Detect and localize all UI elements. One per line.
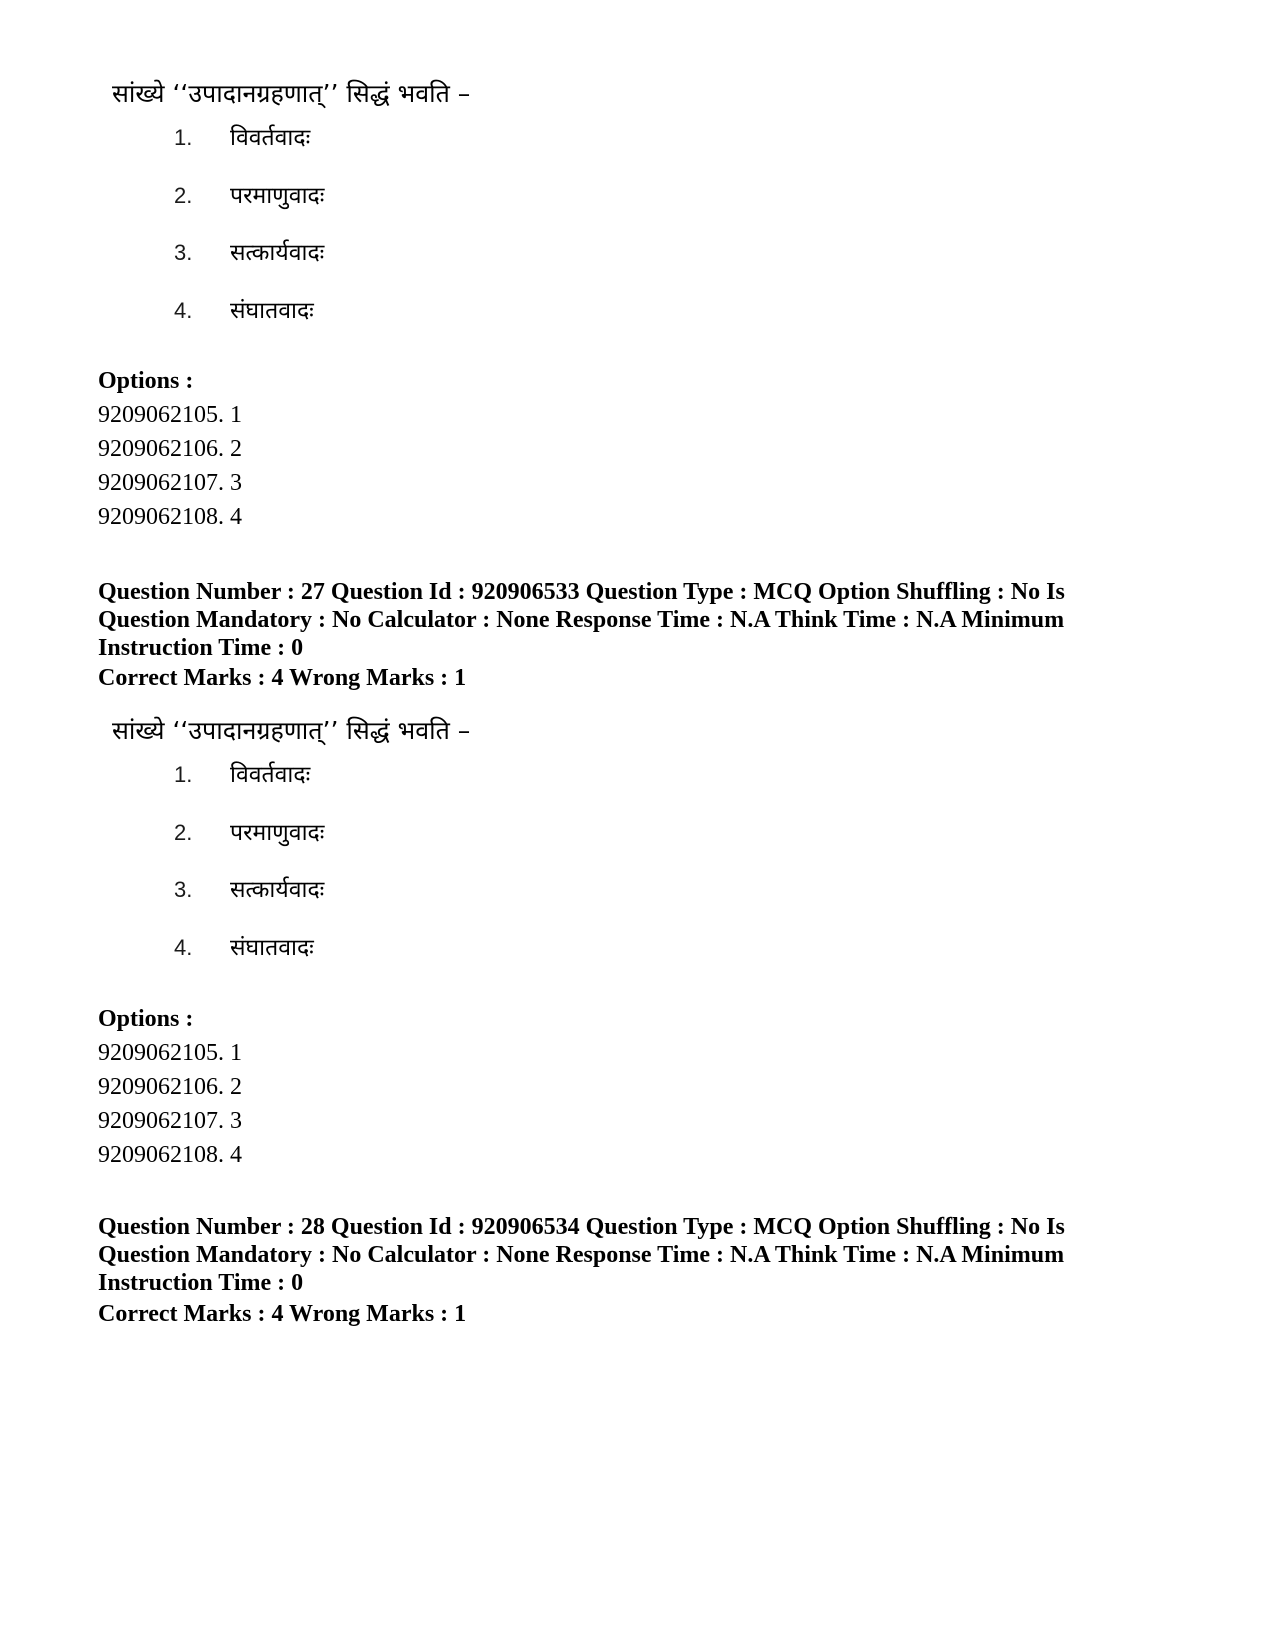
question-item-text: संघातवादः <box>230 297 314 324</box>
options-block-q27 <box>98 1002 242 1172</box>
question-meta-q27 <box>98 578 1198 662</box>
options-label: Options : <box>98 1006 194 1032</box>
option-row: 9209062107. 3 <box>98 1108 242 1134</box>
question-item <box>174 235 324 293</box>
question-item-text: संघातवादः <box>230 934 314 961</box>
option-row: 9209062105. 1 <box>98 402 242 428</box>
marks-line-q28: Correct Marks : 4 Wrong Marks : 1 <box>98 1301 467 1327</box>
question-stem: सांख्ये ‘‘उपादानग्रहणात्’’ सिद्धं भवति – <box>112 79 471 108</box>
question-item-number: 3. <box>174 877 193 902</box>
question-item-list <box>174 120 324 350</box>
question-stem: सांख्ये ‘‘उपादानग्रहणात्’’ सिद्धं भवति – <box>112 716 471 745</box>
question-item <box>174 930 324 988</box>
question-meta-line: Question Number : 27 Question Id : 920906533 Question Type : MCQ Option Shuffling : No Is <box>98 579 1065 605</box>
question-item-text: विवर्तवादः <box>230 762 311 788</box>
question-item-text: परमाणुवादः <box>230 182 325 209</box>
question-meta-line: Question Mandatory : No Calculator : None Response Time : N.A Think Time : N.A Minimum <box>98 1242 1065 1268</box>
question-item-number: 4. <box>174 934 193 960</box>
options-block-q26 <box>98 364 242 534</box>
question-meta-line: Instruction Time : 0 <box>98 1270 304 1296</box>
question-meta-line: Instruction Time : 0 <box>98 635 304 661</box>
question-item <box>174 757 324 815</box>
question-item-number: 1. <box>174 762 193 787</box>
question-meta-line: Question Number : 28 Question Id : 920906534 Question Type : MCQ Option Shuffling : No Is <box>98 1214 1065 1240</box>
question-item-text: सत्कार्यवादः <box>230 240 325 266</box>
question-item <box>174 815 324 873</box>
option-row: 9209062105. 1 <box>98 1040 242 1066</box>
question-item-number: 1. <box>174 125 193 150</box>
question-meta-q28 <box>98 1213 1198 1297</box>
question-meta-line: Question Mandatory : No Calculator : None Response Time : N.A Think Time : N.A Minimum <box>98 607 1065 633</box>
question-item-number: 4. <box>174 297 193 323</box>
marks-line-q27: Correct Marks : 4 Wrong Marks : 1 <box>98 665 467 691</box>
question-image-q26 <box>112 76 812 324</box>
question-item-text: परमाणुवादः <box>230 819 325 846</box>
question-item-number: 3. <box>174 240 193 265</box>
question-item-list <box>174 757 324 987</box>
options-label: Options : <box>98 368 194 394</box>
option-row: 9209062106. 2 <box>98 1074 242 1100</box>
question-image-q27 <box>112 713 812 961</box>
question-item-text: सत्कार्यवादः <box>230 877 325 903</box>
option-row: 9209062107. 3 <box>98 470 242 496</box>
question-item-number: 2. <box>174 819 193 845</box>
question-item-number: 2. <box>174 182 193 208</box>
question-item <box>174 120 324 178</box>
option-row: 9209062106. 2 <box>98 436 242 462</box>
question-item-text: विवर्तवादः <box>230 125 311 151</box>
question-item <box>174 178 324 236</box>
option-row: 9209062108. 4 <box>98 504 242 530</box>
option-row: 9209062108. 4 <box>98 1142 242 1168</box>
question-item <box>174 872 324 930</box>
question-item <box>174 293 324 351</box>
